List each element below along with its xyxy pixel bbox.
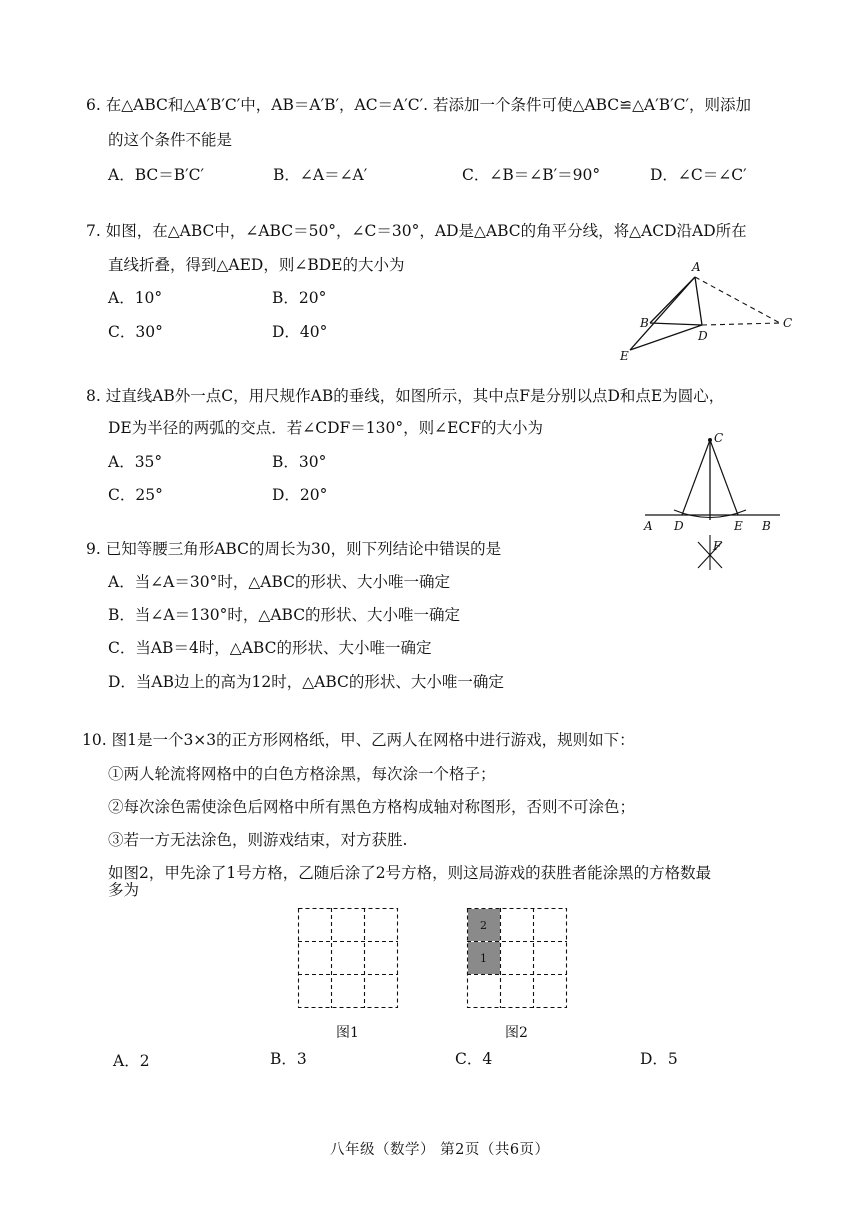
q9-option-c: C．当AB＝4时，△ABC的形状、大小唯一确定 — [108, 639, 432, 657]
q7-option-d: D．40° — [272, 323, 328, 341]
q6-line1: 6. 在△ABC和△A′B′C′中，AB＝A′B′，AC＝A′C′. 若添加一个条件可使△ABC≌△A′B′C′，则添加 — [86, 96, 752, 114]
q7-line1: 7. 如图，在△ABC中，∠ABC＝50°，∠C＝30°，AD是△ABC的角平分线，将△ACD沿AD所在 — [86, 222, 747, 240]
q8-label-a: A — [644, 519, 653, 533]
q8-option-b: B．30° — [272, 453, 327, 471]
q10-figure-2-caption: 图2 — [505, 1025, 528, 1041]
page-footer: 八年级（数学） 第2页（共6页） — [330, 1142, 550, 1158]
q8-label-f: F — [713, 539, 722, 553]
q6-option-a: A．BC＝B′C′ — [108, 166, 205, 184]
q7-figure — [610, 255, 800, 365]
q8-option-d: D．20° — [272, 486, 328, 504]
q7-label-d: D — [698, 329, 708, 343]
q6-option-b: B．∠A＝∠A′ — [273, 166, 368, 184]
q10-figure-2 — [467, 908, 567, 1008]
q8-option-a: A．35° — [108, 453, 163, 471]
q10-cell-label-1: 1 — [480, 952, 487, 965]
q8-figure — [640, 420, 790, 585]
q10-option-b: B．3 — [270, 1050, 307, 1068]
q10-option-d: D．5 — [640, 1050, 678, 1068]
q10-rule-3: ③若一方无法涂色，则游戏结束，对方获胜. — [108, 831, 408, 849]
q8-option-c: C．25° — [108, 486, 163, 504]
q10-line5: 如图2，甲先涂了1号方格，乙随后涂了2号方格，则这局游戏的获胜者能涂黑的方格数最 — [108, 864, 712, 882]
q10-cell-label-2: 2 — [480, 919, 487, 932]
q8-label-b: B — [762, 519, 771, 533]
q10-figure-1 — [298, 908, 398, 1008]
q9-option-b: B．当∠A＝130°时，△ABC的形状、大小唯一确定 — [108, 606, 461, 624]
q6-option-d: D．∠C＝∠C′ — [650, 166, 747, 184]
q7-label-e: E — [620, 349, 629, 363]
q7-option-a: A．10° — [108, 289, 163, 307]
q10-line6: 多为 — [108, 881, 140, 899]
q6-line2: 的这个条件不能是 — [108, 131, 233, 149]
q6-option-c: C．∠B＝∠B′＝90° — [462, 166, 601, 184]
q10-figure-1-caption: 图1 — [336, 1025, 359, 1041]
q10-rule-1: ①两人轮流将网格中的白色方格涂黑，每次涂一个格子； — [108, 765, 496, 783]
q7-option-c: C．30° — [108, 323, 163, 341]
q10-option-c: C．4 — [455, 1050, 493, 1068]
q7-option-b: B．20° — [272, 289, 327, 307]
q7-label-a: A — [692, 260, 701, 274]
q7-label-c: C — [783, 316, 793, 330]
q10-line1: 10. 图1是一个3×3的正方形网格纸，甲、乙两人在网格中进行游戏，规则如下： — [82, 731, 635, 749]
q8-line1: 8. 过直线AB外一点C，用尺规作AB的垂线，如图所示，其中点F是分别以点D和点E为圆心， — [86, 387, 725, 405]
q8-label-d: D — [674, 519, 684, 533]
q10-option-a: A．2 — [113, 1052, 150, 1070]
q9-option-a: A．当∠A＝30°时，△ABC的形状、大小唯一确定 — [108, 573, 451, 591]
q9-line1: 9. 已知等腰三角形ABC的周长为30，则下列结论中错误的是 — [86, 540, 502, 558]
q8-label-e: E — [734, 519, 743, 533]
q10-rule-2: ②每次涂色需使涂色后网格中所有黑色方格构成轴对称图形，否则不可涂色； — [108, 798, 636, 816]
q7-line2: 直线折叠，得到△AED，则∠BDE的大小为 — [108, 256, 405, 274]
q9-option-d: D．当AB边上的高为12时，△ABC的形状、大小唯一确定 — [108, 673, 504, 691]
q8-line2: DE为半径的两弧的交点．若∠CDF＝130°，则∠ECF的大小为 — [108, 419, 544, 437]
q7-label-b: B — [640, 316, 649, 330]
q8-label-c: C — [714, 431, 724, 445]
